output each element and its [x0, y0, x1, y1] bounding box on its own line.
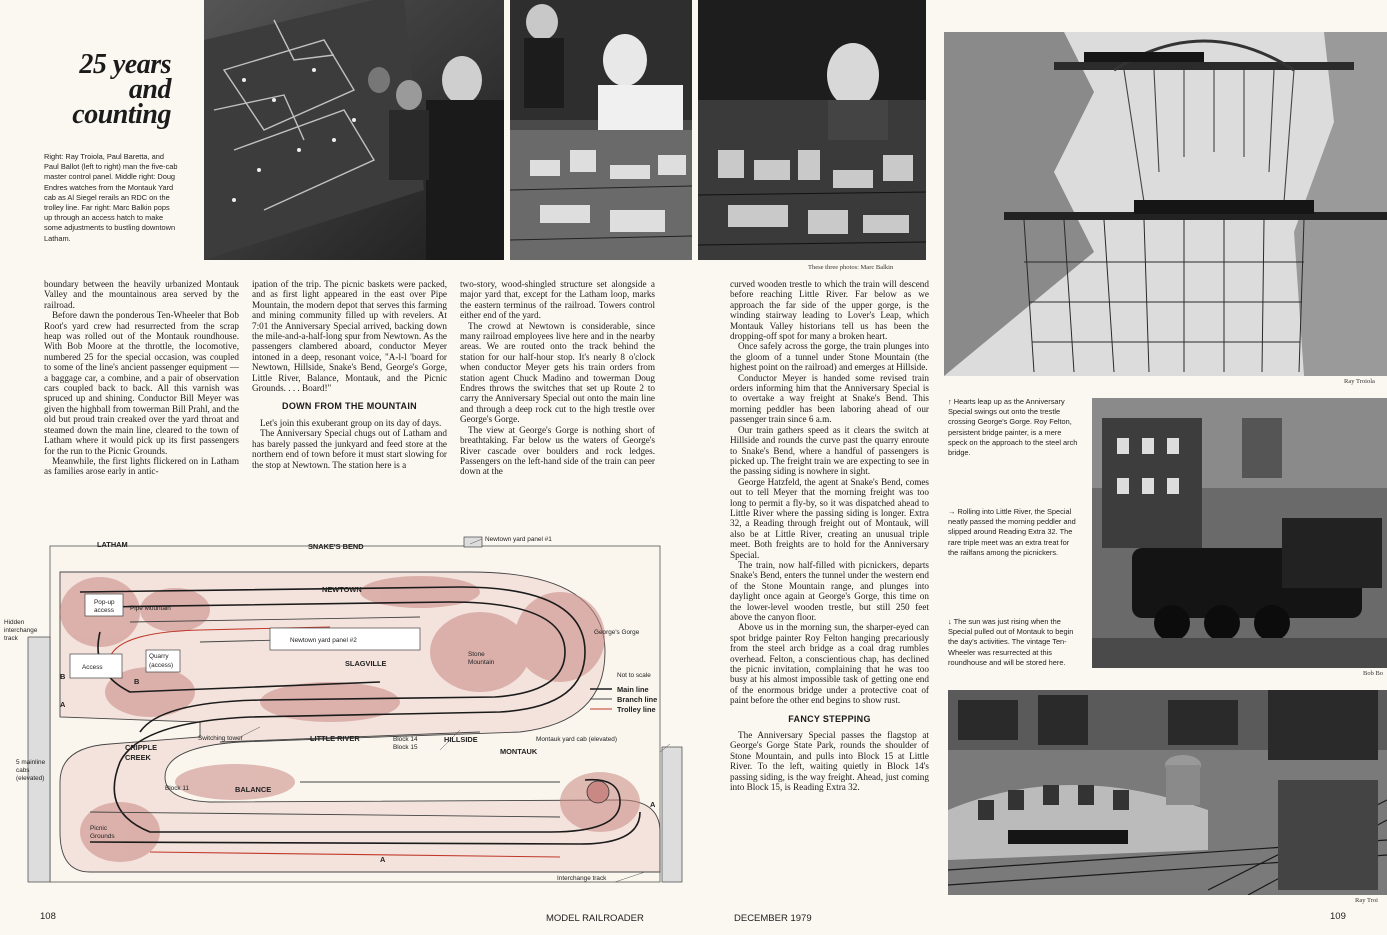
map-label-interchange: Interchange track	[557, 875, 607, 882]
photo-georges-gorge-bridge	[944, 32, 1387, 376]
track-plan-diagram	[0, 532, 700, 902]
photo-montauk-roundhouse	[948, 690, 1387, 895]
folio-magazine: MODEL RAILROADER	[546, 913, 644, 924]
col4-para-2: Once safely across the gorge, the train plunges into the gloom of a tunnel under Stone Mountain (the highest point on the railroad) and emerges at Hillside.	[730, 341, 929, 373]
col1-para-2: Before dawn the ponderous Ten-Wheeler that Bob Root's yard crew had resurrected from the scrap heap was rolled out of the Montauk roundhouse. With Bob Moore at the throttle, the locomotive, numbered 25 for the special occasion, was coupled to some of the line's ancient passenger equipment — a baggage car, a combine, and a pair of observation cars coupled back to back. All this varnish was spruced up and shining. Conductor Bill Meyer was given the highball from towerman Bill Prahl, and the old but proud train creaked over the yard throat and steamed down the main line, cleared to the town of Latham where it would pick up its first passengers for the run to the Picnic Grounds.	[44, 310, 239, 456]
col1-para-1: boundary between the heavily urbanized Montauk Valley and the mountainous area served by the railroad.	[44, 279, 239, 310]
body-column-1	[44, 279, 239, 477]
section-heading-down-from-mountain: DOWN FROM THE MOUNTAIN	[282, 401, 417, 412]
col2-para-2: Let's join this exuberant group on its day of days.	[260, 417, 442, 428]
map-label-switching-tower: Switching tower	[198, 735, 243, 742]
map-label-stone-1: Stone	[468, 651, 485, 658]
folio-left-page: 108	[40, 911, 56, 922]
photo-credit-troiola-2: Ray Troi	[1355, 897, 1378, 904]
map-town-cripple: CRIPPLE	[125, 743, 158, 752]
map-label-picnic-2: Grounds	[90, 833, 115, 840]
col1-para-3: Meanwhile, the first lights flickered on in Latham as families arose early in antic-	[44, 455, 239, 477]
col2-para-3: The Anniversary Special chugs out of Latham and has barely passed the junkyard and feed store at the northern end of town before it must start slowing for the stop at Newtown. The station here is a	[252, 428, 447, 470]
body-column-4	[730, 279, 929, 793]
map-letter-b-2: B	[134, 677, 140, 686]
legend-branch-line: Branch line	[617, 695, 658, 704]
photo-control-panel	[204, 0, 504, 260]
map-town-slagville: SLAGVILLE	[345, 659, 387, 668]
article-title	[28, 49, 171, 130]
title-line-1: 25 years	[79, 49, 171, 80]
map-label-mainline-cabs-3: (elevated)	[16, 775, 45, 782]
caption-bridge: ↑ Hearts leap up as the Anniversary Special swings out onto the trestle crossing George's Gorge. Roy Felton, persistent bridge painter, is a mere speck on the approach to the steel arch bridge.	[948, 397, 1078, 458]
caption-little-river: → Rolling into Little River, the Special neatly passed the morning peddler and slipped around Reading Extra 32. The rare triple meet was an extra treat for the railfans among the picnickers.	[948, 507, 1076, 557]
body-column-3	[460, 279, 655, 477]
map-label-not-to-scale: Not to scale	[617, 672, 651, 679]
legend-trolley-line: Trolley line	[617, 705, 656, 714]
map-town-creek: CREEK	[125, 753, 151, 762]
map-label-access: Access	[82, 664, 103, 671]
photo-access-hatch	[698, 0, 926, 260]
map-label-picnic-1: Picnic	[90, 825, 108, 832]
photo-little-river	[1092, 398, 1387, 668]
map-label-popup-1: Pop-up	[94, 599, 115, 606]
map-town-latham: LATHAM	[97, 540, 128, 549]
map-town-montauk: MONTAUK	[500, 747, 538, 756]
map-label-quarry-1: Quarry	[149, 653, 169, 660]
map-letter-a-3: A	[650, 800, 656, 809]
map-town-newtown: NEWTOWN	[322, 585, 362, 594]
col4-para-5: George Hatzfeld, the agent at Snake's Bend, comes out to tell Meyer that the morning freight was too long to permit a fly-by, so it was dispatched ahead to Little River where the passing siding is longer. Extra 32, a Reading through freight out of Montauk, will also be at Little River, creating an unusual triple meet. Both freights are to hold for the Anniversary Special.	[730, 476, 929, 560]
map-letter-a-1: A	[60, 700, 66, 709]
map-label-mainline-cabs-1: 5 mainline	[16, 759, 46, 766]
col4-para-8: The Anniversary Special passes the flagstop at George's Gorge State Park, rounds the shoulder of Stone Mountain, and pulls into Block 15 at Little River. To the left, waiting quietly in Block 14's passing siding, is the way freight. Ahead, just coming into Block 15, is Reading Extra 32.	[730, 730, 929, 793]
caption-montauk: ↓ The sun was just rising when the Special pulled out of Montauk to begin the day's activities. The vintage Ten-Wheeler was resurrected at this roundhouse and will be stored here.	[948, 617, 1074, 667]
folio-date: DECEMBER 1979	[734, 913, 812, 924]
col3-para-2: The crowd at Newtown is considerable, since many railroad employees live here and in the nearby areas. We are routed onto the track behind the station for our half-hour stop. It's nearly 8 o'clock when conductor Meyer gets his train orders from station agent Chuck Madino and towerman Doug Endres throws the switches that set up Route 2 to carry the Anniversary Special out onto the main line and through a deep rock cut to the high trestle over George's Gorge.	[460, 320, 655, 425]
col2-para-1: ipation of the trip. The picnic baskets were packed, and as first light appeared in the east over Pipe Mountain, the modern depot that serves this farming and mining community filled up with revelers. At 7:01 the Anniversary Special arrived, backing down the mile-and-a-half-long spur from Newtown. As the passengers clambered aboard, conductor Meyer intoned in a deep, resonant voice, "A-l-l 'board for Newtown, Hillside, Snake's Bend, George's Gorge, Little River, Balance, Montauk, and the Picnic Grounds. . . . Board!"	[252, 279, 447, 394]
map-label-mainline-cabs-2: cabs	[16, 767, 30, 774]
section-heading-fancy-stepping: FANCY STEPPING	[788, 713, 871, 724]
map-town-snakes-bend: SNAKE'S BEND	[308, 542, 364, 551]
map-label-georges-gorge: George's Gorge	[594, 629, 640, 636]
map-label-pipe-mountain: Pipe Mountain	[130, 605, 171, 612]
map-label-newtown-panel-2: Newtown yard panel #2	[290, 637, 357, 644]
body-column-2	[252, 279, 447, 470]
map-label-stone-2: Mountain	[468, 659, 495, 666]
legend-main-line: Main line	[617, 685, 649, 694]
map-label-block-15: Block 15	[393, 744, 418, 751]
col3-para-3: The view at George's Gorge is nothing short of breathtaking. Far below us the waters of George's River cascade over boulders and rock ledges. Passengers on the left-hand side of the train can peer down at the	[460, 424, 655, 477]
title-line-3: counting	[72, 99, 171, 130]
map-label-hidden-2: interchange	[4, 627, 38, 634]
map-label-hidden-1: Hidden	[4, 619, 25, 626]
intro-caption: Right: Ray Troiola, Paul Baretta, and Paul Ballot (left to right) man the five-cab master control panel. Middle right: Doug Endres watches from the Montauk Yard cab as Al Siegel rerails an RDC on the trolley line. Far right: Marc Balkin pops up through an access hatch to make some adjustments to bustling downtown Latham.	[44, 152, 178, 243]
map-label-block-11: Block 11	[165, 785, 190, 792]
col4-para-7: Above us in the morning sun, the sharper-eyed can spot bridge painter Roy Felton hanging precariously from the steel arch bridge as a coal drag rumbles overhead. Felton, a conscientious chap, has declined the picnic invitation, complaining that he was too busy at his almost impossible task of getting one end of the enormous bridge under a protective coat of paint before the other end begins to show rust.	[730, 622, 929, 706]
map-label-newtown-panel-1: Newtown yard panel #1	[485, 536, 552, 543]
map-label-block-14: Block 14	[393, 736, 418, 743]
map-town-hillside: HILLSIDE	[444, 735, 478, 744]
map-label-hidden-3: track	[4, 635, 18, 642]
col4-para-6: The train, now half-filled with picnickers, departs Snake's Bend, enters the tunnel under the western end of the Stone Mountain range, and plunges into daylight once again at George's Gorge, this time on the lower-level wooden trestle, but still 250 feet above the canyon floor.	[730, 559, 929, 622]
col4-para-3: Conductor Meyer is handed some revised train orders informing him that the Anniversary Special is to overtake a way freight at Snake's Bend. This morning peddler has been laboring ahead of our passenger train since 6 a.m.	[730, 372, 929, 425]
col4-para-4: Our train gathers speed as it clears the switch at Hillside and rounds the curve past the quarry enroute to Snake's Bend, where a handful of passengers is picked up. The freight train we are expecting to see in the passing siding is nowhere in sight.	[730, 424, 929, 477]
photo-credit-troiola-1: Ray Troiola	[1344, 378, 1375, 385]
photo-credit-three: These three photos: Marc Balkin	[808, 264, 894, 271]
col3-para-1: two-story, wood-shingled structure set alongside a major yard that, except for the Latham loop, marks the eastern terminus of the railroad. Towers control either end of the yard.	[460, 279, 655, 321]
photo-credit-endres: Bob Bo	[1363, 670, 1384, 677]
photo-montauk-cab	[510, 0, 692, 260]
map-town-little-river: LITTLE RIVER	[310, 734, 360, 743]
map-label-popup-2: access	[94, 607, 114, 614]
col4-para-1: curved wooden trestle to which the train will descend before reaching Little River. Far below as we approach the far side of the upper gorge, is the winding stairway leading to Lover's Leap, which Montauk Valley historians tell us has been the dropping-off spot for many a broken heart.	[730, 279, 929, 342]
folio-right-page: 109	[1330, 911, 1346, 922]
title-line-2: and	[128, 74, 171, 105]
map-label-quarry-2: (access)	[149, 662, 174, 669]
map-letter-a-2: A	[380, 855, 386, 864]
map-town-balance: BALANCE	[235, 785, 272, 794]
map-letter-b-1: B	[60, 672, 66, 681]
map-label-montauk-cab: Montauk yard cab (elevated)	[536, 736, 617, 743]
